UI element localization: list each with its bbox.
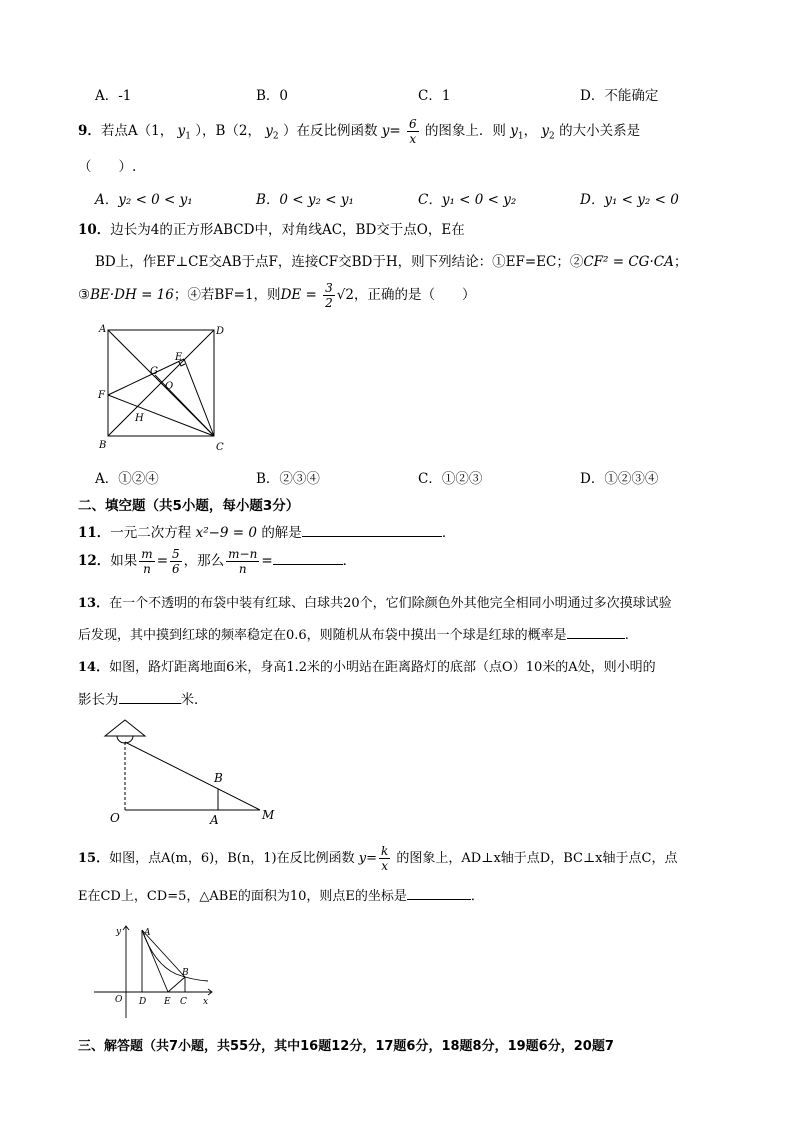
q9-option-b: B．0 < y₂ < y₁ — [256, 192, 354, 208]
q15-answer-blank[interactable] — [407, 885, 471, 900]
label-b: B — [214, 771, 223, 785]
label-h: H — [135, 413, 144, 424]
q11-answer-blank[interactable] — [302, 522, 442, 537]
q9-option-c: C．y₁ < 0 < y₂ — [418, 192, 517, 208]
label-b: B — [182, 968, 189, 978]
label-f: F — [98, 390, 105, 401]
lamp-shade — [105, 720, 145, 736]
light-ray — [125, 742, 260, 810]
q10-option-b: B．②③④ — [256, 471, 320, 487]
segment-fc — [108, 395, 214, 436]
q15-line2: E在CD上，CD=5，△ABE的面积为10，则点E的坐标是 ． — [78, 885, 484, 904]
segment-ec — [184, 359, 214, 436]
label-c: C — [180, 997, 187, 1007]
q10-square-figure — [95, 320, 230, 455]
q13-line2: 后发现，其中摸到红球的频率稳定在0.6，则随机从布袋中摸出一个球是红球的概率是 . — [78, 624, 629, 643]
q15-fraction: $\frac{k}{x}$ — [380, 844, 389, 873]
q10-line1: 10．边长为4的正方形ABCD中，对角线AC，BD交于点O，E在 — [78, 222, 465, 238]
q10-option-c: C．①②③ — [418, 471, 483, 487]
label-g: G — [150, 366, 158, 377]
label-y: y — [116, 927, 122, 937]
label-e: E — [175, 352, 183, 363]
label-a: A — [99, 324, 107, 335]
q13-answer-blank[interactable] — [567, 624, 625, 639]
label-e: E — [164, 997, 171, 1007]
section2-heading: 二、填空题（共5小题，每小题3分） — [78, 498, 300, 514]
segment-eb — [168, 977, 185, 992]
q10-line2: BD上，作EF⊥CE交AB于点F，连接CF交BD于H，则下列结论：①EF=EC；②CF² = CG·CA； — [95, 254, 688, 270]
q8-option-b: B．0 — [256, 88, 289, 104]
q10-fraction: $\frac{3}{2}$ — [325, 281, 333, 310]
label-o: O — [165, 381, 174, 392]
q11: 11．一元二次方程 x²−9 = 0 的解是 ． — [78, 521, 455, 541]
q10-option-a: A．①②④ — [95, 471, 159, 487]
q12: 12．如果 $\frac{m}{n}$ = $\frac{5}{6}$ ，那么 $\frac{m-n}{n}$ = ． — [78, 547, 357, 576]
segment-ae — [142, 930, 168, 992]
q12-answer-blank[interactable] — [273, 550, 343, 565]
q10-option-d: D．①②③④ — [580, 471, 659, 487]
q14-line1: 14．如图，路灯距离地面6米，身高1.2米的小明站在距离路灯的底部（点O）10米的A处，则小明的 — [78, 660, 656, 675]
q14-answer-blank[interactable] — [119, 689, 181, 704]
q10-line3: ③BE·DH = 16；④若BF=1，则DE = $\frac{3}{2}$ √2，正确的是（ ） — [78, 281, 476, 310]
label-b: B — [99, 440, 107, 451]
label-o: O — [110, 811, 120, 825]
label-d: D — [139, 997, 147, 1007]
q14-streetlight-figure — [95, 718, 295, 828]
label-m: M — [262, 808, 275, 822]
label-c: C — [216, 442, 224, 453]
hyperbola-curve — [142, 930, 208, 981]
q8-option-a: A．-1 — [95, 88, 132, 104]
section3-heading: 三、解答题（共7小题，共55分，其中16题12分，17题6分，18题8分，19题6分，20题7 — [78, 1039, 614, 1054]
q9-answer-paren: （ ）. — [78, 159, 137, 175]
segment-gc — [155, 375, 214, 436]
q15-coordinate-figure — [92, 920, 222, 1020]
label-a: A — [210, 813, 219, 827]
q9-option-d: D．y₁ < y₂ < 0 — [580, 192, 679, 208]
label-a: A — [144, 928, 151, 938]
q9-fraction: $\frac{6}{x}$ — [409, 117, 417, 146]
q14-line2: 影长为 米． — [78, 688, 208, 708]
q8-option-d: D．不能确定 — [580, 88, 659, 104]
label-x: x — [203, 997, 209, 1007]
label-d: D — [216, 326, 225, 337]
q15-line1: 15．如图，点A(m，6)，B(n，1)在反比例函数 y= $\frac{k}{x}$ 的图象上，AD⊥x轴于点D，BC⊥x轴于点C，点 — [78, 844, 678, 873]
q9-option-a: A．y₂ < 0 < y₁ — [95, 192, 193, 208]
q9-stem: 9．若点A（1， $y_1$ ），B（2， $y_2$ ）在反比例函数 y= $\frac{6}{x}$ 的图象上．则 $y_1$， $y_2$ 的大小关系是 — [78, 117, 641, 146]
lamp-bulb — [117, 736, 133, 743]
label-o: O — [115, 995, 123, 1005]
q13-line1: 13．在一个不透明的布袋中装有红球、白球共20个，它们除颜色外其他完全相同小明通过多次摸球试验 — [78, 596, 672, 611]
q8-option-c: C．1 — [418, 88, 451, 104]
